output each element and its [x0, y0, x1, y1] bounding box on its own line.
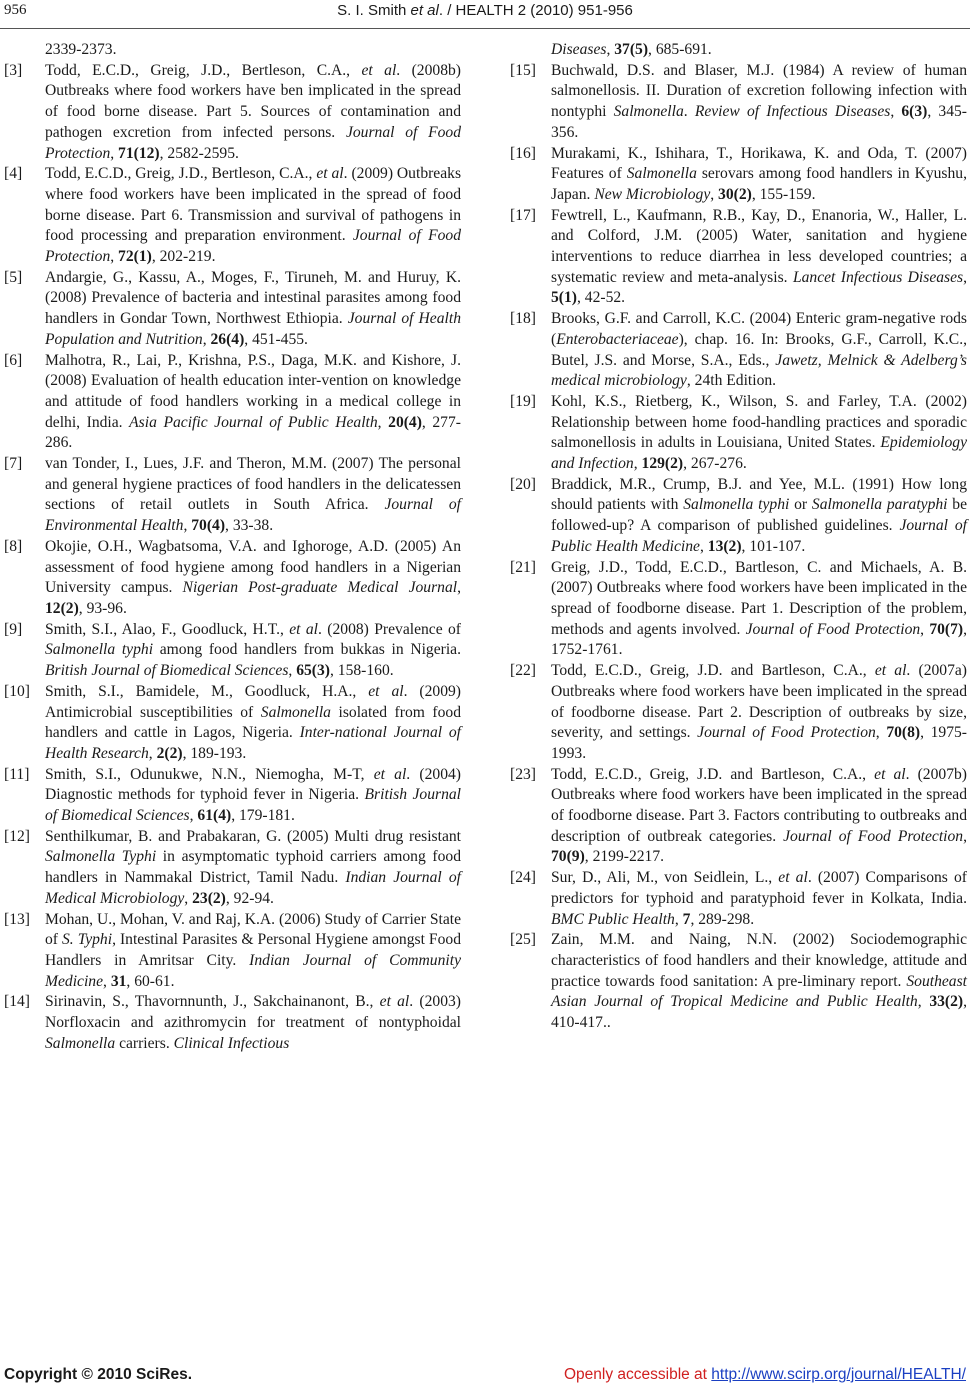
reference-text: . (2008) Prevalence of — [318, 620, 461, 638]
reference-text: among food handlers from bukkas in Nigeria. — [153, 641, 461, 659]
reference-entry — [4, 765, 461, 827]
reference-text: Smith, S.I., Alao, F., Goodluck, H.T., — [45, 620, 290, 638]
reference-text: be followed-up? A comparison of published guidelines. — [551, 496, 968, 535]
reference-volume: 30(2) — [718, 185, 752, 203]
journal-url-link[interactable]: http://www.scirp.org/journal/HEALTH/ — [711, 1366, 966, 1383]
reference-text: Kohl, K.S., Rietberg, K., Wilson, S. and Farley, T.A. (2002) Relationship between home food-handling practices and sporadic salmonellosis in adults in Louisiana, United States. — [551, 392, 967, 452]
reference-text: , 189-193. — [182, 744, 247, 762]
reference-text: 2339-2373. — [45, 41, 117, 58]
reference-volume: 129(2) — [641, 455, 684, 473]
reference-number: [6] — [4, 351, 23, 369]
reference-number: [25] — [510, 931, 536, 949]
reference-italic-text: et al — [373, 765, 407, 783]
reference-number: [4] — [4, 165, 23, 183]
running-head-journal: . / HEALTH 2 (2010) 951-956 — [438, 2, 633, 19]
reference-volume: 70(9) — [551, 848, 585, 866]
reference-italic-text: Enterobacteriaceae — [556, 330, 679, 348]
reference-number: [5] — [4, 268, 23, 286]
reference-number: [3] — [4, 61, 23, 79]
reference-italic-text: Journal of Public Health Medicine — [551, 517, 967, 555]
reference-volume: 23(2) — [192, 889, 226, 907]
page-header — [0, 0, 970, 30]
reference-text: , — [633, 455, 642, 473]
reference-italic-text: Salmonella — [45, 1034, 116, 1052]
reference-volume: 13(2) — [707, 537, 742, 555]
reference-number: [24] — [510, 869, 536, 887]
reference-volume: 26(4) — [210, 330, 245, 348]
reference-text: , — [920, 620, 930, 638]
reference-text: . (2007) Comparisons of predictors for typhoid and paratyphoid fever in Kolkata, India. — [551, 869, 967, 907]
reference-text: Mohan, U., Mohan, V. and Raj, K.A. (2006) Study of Carrier State of — [45, 910, 461, 949]
reference-text: Todd, E.C.D., Greig, J.D., Bertleson, C.A., — [45, 61, 362, 79]
reference-number: [12] — [4, 827, 30, 845]
reference-italic-text: et al — [361, 61, 397, 79]
reference-number: [17] — [510, 206, 536, 224]
reference-italic-text: BMC Public Health — [551, 910, 675, 928]
reference-text: , 42-52. — [576, 289, 626, 307]
reference-text: , 685-691. — [648, 41, 712, 58]
reference-italic-text: Salmonella — [626, 165, 697, 183]
reference-entry — [4, 992, 461, 1054]
open-access-notice — [564, 1366, 966, 1384]
reference-text: , — [189, 807, 198, 825]
reference-italic-text: et al — [379, 993, 410, 1011]
reference-number: [22] — [510, 662, 536, 680]
reference-italic-text: et al — [874, 765, 906, 783]
reference-entry — [4, 620, 461, 682]
reference-entry — [4, 268, 461, 351]
reference-text: , 451-455. — [244, 330, 308, 348]
reference-text: Fewtrell, L., Kaufmann, R.B., Kay, D., Enanoria, W., Haller, L. and Colford, J.M. (2005) Water, sanitation and hygiene interventions to reduce diarrhea in less developed countries; a systematic review and meta-analysis. — [551, 206, 967, 286]
reference-text: , — [457, 579, 461, 597]
reference-number: [9] — [4, 620, 23, 638]
reference-italic-text: Salmonella — [613, 103, 684, 121]
reference-text: , — [288, 662, 297, 680]
reference-volume: 61(4) — [197, 807, 232, 825]
reference-italic-text: Journal of Health Population and Nutrition — [45, 310, 461, 348]
reference-entry — [4, 910, 461, 993]
reference-entry — [4, 682, 461, 765]
reference-number: [11] — [4, 765, 30, 783]
reference-text: Brooks, G.F. and Carroll, K.C. (2004) Enteric gram-negative rods ( — [551, 310, 967, 348]
reference-volume: 2(2) — [156, 744, 183, 762]
reference-text: Todd, E.C.D., Greig, J.D., Bertleson, C.A., — [45, 165, 317, 183]
reference-entry — [510, 661, 967, 765]
reference-text: Smith, S.I., Bamidele, M., Goodluck, H.A., — [45, 682, 369, 700]
reference-italic-text: New Microbiology — [594, 185, 711, 203]
reference-text: , — [183, 517, 192, 535]
reference-text: , 155-159. — [751, 185, 816, 203]
reference-italic-text: British Journal of Biomedical Sciences — [45, 662, 289, 680]
reference-text: Sur, D., Ali, M., von Seidlein, L., — [551, 869, 779, 887]
reference-text: . (2007b) Outbreaks where food workers have been implicated in the spread of foodborne disease. Part 3. Factors contributing to outbreaks and description of outbreak categories. — [551, 765, 967, 845]
reference-entry — [510, 206, 967, 310]
reference-entry — [510, 558, 967, 662]
reference-continuation — [510, 40, 967, 61]
page-number: 956 — [4, 2, 27, 18]
reference-entry — [510, 309, 967, 392]
reference-text: , — [917, 993, 930, 1011]
reference-text: Okojie, O.H., Wagbatsoma, V.A. and Ighoroge, A.D. (2005) An assessment of food hygiene among food handlers in a Nigerian University campus. — [45, 537, 461, 597]
running-head-authors: S. I. Smith — [337, 2, 411, 19]
reference-text: isolated from food handlers and cattle in Lagos, Nigeria. — [45, 703, 461, 742]
reference-italic-text: Salmonella typhi — [683, 496, 790, 514]
reference-text: , 33-38. — [225, 517, 274, 535]
reference-text: Murakami, K., Ishihara, T., Horikawa, K. and Oda, T. (2007) Features of — [551, 144, 967, 183]
reference-text: or — [789, 496, 812, 514]
reference-italic-text: Asia Pacific Journal of Public Health — [129, 413, 378, 431]
reference-text: , 2582-2595. — [159, 144, 239, 162]
reference-text: Todd, E.C.D., Greig, J.D. and Bartleson, C.A., — [551, 662, 875, 680]
reference-number: [7] — [4, 455, 23, 473]
reference-entry — [510, 392, 967, 475]
reference-italic-text: Epidemiology and Infection — [551, 434, 967, 473]
running-head — [0, 2, 970, 19]
reference-italic-text: Salmonella paratyphi — [811, 496, 948, 514]
reference-text: . (2009) Outbreaks where food workers have been implicated in the spread of food borne disease. Part 6. Transmission and survival of pathogens in food processing and preparation environment. — [45, 165, 462, 245]
reference-text: Andargie, G., Kassu, A., Moges, F., Tiruneh, M. and Huruy, K. (2008) Prevalence of bacteria and intestinal parasites among food handlers in Gondar Town, Northwest Ethiopia. — [45, 268, 461, 328]
reference-number: [15] — [510, 61, 536, 79]
reference-text: , 267-276. — [683, 455, 747, 473]
reference-italic-text: Diseases — [551, 41, 607, 58]
reference-text: , — [110, 248, 119, 266]
reference-number: [18] — [510, 310, 536, 328]
reference-volume: 7 — [682, 910, 691, 928]
reference-number: [16] — [510, 144, 536, 162]
reference-number: [8] — [4, 537, 23, 555]
reference-italic-text: Salmonella — [260, 703, 331, 721]
reference-text: , — [202, 330, 211, 348]
page-footer — [0, 1366, 970, 1388]
reference-italic-text: Journal of Food Protection — [45, 227, 461, 266]
reference-volume: 72(1) — [118, 248, 152, 266]
reference-text: ), chap. 16. In: Brooks, G.F., Carroll, K.C., Butel, J.S. and Morse, S.A., Eds., — [551, 330, 967, 369]
reference-volume: 20(4) — [388, 413, 422, 431]
reference-entry — [4, 827, 461, 910]
reference-number: [14] — [4, 993, 30, 1011]
reference-text: , — [710, 185, 719, 203]
reference-volume: 6(3) — [901, 103, 928, 121]
reference-italic-text: S. Typhi — [62, 931, 113, 949]
reference-text: , 179-181. — [231, 807, 295, 825]
reference-italic-text: Indian Journal of Medical Microbiology — [45, 869, 461, 907]
reference-volume: 70(7) — [929, 620, 964, 638]
reference-italic-text: et al — [368, 682, 404, 700]
reference-number: [20] — [510, 475, 536, 493]
reference-number: [23] — [510, 765, 536, 783]
reference-italic-text: Inter-national Journal of Health Research — [45, 724, 461, 762]
reference-text: . — [683, 103, 695, 121]
reference-volume: 12(2) — [45, 599, 79, 617]
reference-text: , — [148, 744, 157, 762]
reference-italic-text: et al — [778, 869, 808, 887]
reference-entry — [4, 454, 461, 537]
reference-italic-text: Southeast Asian Journal of Tropical Medicine and Public Health — [551, 972, 967, 1011]
reference-text: van Tonder, I., Lues, J.F. and Theron, M.M. (2007) The personal and general hygiene practices of food handlers in the delicatessen sections of retail outlets in South Africa. — [45, 455, 461, 514]
running-head-et-al: et al — [410, 2, 439, 19]
reference-column-left — [4, 40, 461, 1054]
reference-entry — [510, 475, 967, 558]
reference-text: . (2009) Antimicrobial susceptibilities of — [45, 682, 461, 721]
reference-text: , — [606, 41, 615, 58]
reference-entry — [510, 144, 967, 206]
reference-text: Malhotra, R., Lai, P., Krishna, P.S., Daga, M.K. and Kishore, J. (2008) Evaluation of health education inter-vention on knowledge and attitude of food handlers working in a medical college in delhi, India. — [45, 351, 461, 431]
reference-number: [10] — [4, 682, 30, 700]
reference-volume: 31 — [110, 972, 127, 990]
reference-entry — [510, 930, 967, 1034]
reference-italic-text: Journal of Food Protection — [45, 123, 461, 162]
reference-text: . (2008b) Outbreaks where food workers have ben implicated in the spread of food borne disease. Part 5. Sources of contamination and pathogen excretion from infected persons. — [45, 61, 461, 141]
reference-italic-text: Journal of Food Protection — [697, 724, 876, 742]
reference-volume: 70(4) — [191, 517, 226, 535]
reference-text: Sirinavin, S., Thavornnunth, J., Sakchainanont, B., — [45, 993, 380, 1011]
reference-italic-text: Journal of Environmental Health — [45, 496, 461, 535]
reference-italic-text: Salmonella Typhi — [45, 848, 157, 866]
reference-italic-text: et al — [289, 620, 319, 638]
reference-text: , 60-61. — [126, 972, 175, 990]
reference-text: , — [699, 537, 708, 555]
reference-entry — [4, 537, 461, 620]
reference-text: . (2007a) Outbreaks where food workers have been implicated in the spread of foodborne disease. Part 2. Description of outbreaks by size, severity, and settings. — [551, 662, 967, 742]
reference-text: , — [103, 972, 111, 990]
reference-number: [21] — [510, 558, 536, 576]
reference-italic-text: et al — [874, 662, 907, 680]
reference-entry — [510, 61, 967, 144]
reference-italic-text: Lancet Infectious Diseases — [792, 268, 964, 286]
reference-text: , Intestinal Parasites & Personal Hygiene amongst Food Handlers in Amritsar City. — [45, 931, 461, 969]
reference-entry — [4, 351, 461, 455]
reference-italic-text: Journal of Food Protection — [745, 620, 921, 638]
reference-text: . (2003) Norfloxacin and azithromycin for treatment of nontyphoidal — [45, 993, 461, 1032]
reference-text: carriers. — [115, 1034, 174, 1052]
reference-text: , 92-94. — [225, 889, 274, 907]
reference-text: , 1752-1761. — [551, 620, 967, 659]
reference-text: , — [110, 144, 119, 162]
reference-text: , 158-160. — [329, 662, 394, 680]
reference-text: , 277-286. — [45, 413, 461, 452]
reference-text: Smith, S.I., Odunukwe, N.N., Niemogha, M-T, — [45, 765, 374, 783]
reference-text: , — [184, 889, 193, 907]
reference-text: , 1975-1993. — [551, 724, 967, 762]
reference-text: , 345-356. — [551, 103, 967, 141]
reference-text: serovars among food handlers in Kyushu, Japan. — [551, 165, 967, 203]
reference-number: [19] — [510, 392, 536, 410]
reference-text: , 2199-2217. — [584, 848, 665, 866]
reference-volume: 33(2) — [929, 993, 964, 1011]
reference-italic-text: Review of Infectious Diseases — [694, 103, 891, 121]
reference-text: Greig, J.D., Todd, E.C.D., Bartleson, C. and Michaels, A. B. (2007) Outbreaks where food workers have been implicated in the spread of foodborne disease. Part 1. Description of the problem, methods and agents involved. — [551, 558, 967, 638]
reference-volume: 71(12) — [118, 144, 160, 162]
reference-volume: 37(5) — [614, 41, 649, 58]
reference-text: , — [674, 910, 683, 928]
reference-volume: 5(1) — [551, 289, 577, 307]
reference-column-right — [510, 40, 967, 1034]
reference-italic-text: Jawetz, Melnick & Adelberg’s medical microbiology — [551, 351, 968, 390]
reference-text: Zain, M.M. and Naing, N.N. (2002) Sociodemographic characteristics of food handlers and their knowledge, attitude and practice towards food sanitation: A pre-liminary report. — [551, 931, 967, 990]
reference-entry — [4, 61, 461, 165]
reference-entry — [510, 868, 967, 930]
reference-text: , 101-107. — [741, 537, 806, 555]
reference-text: . (2004) Diagnostic methods for typhoid fever in Nigeria. — [45, 765, 461, 804]
reference-italic-text: British Journal of Biomedical Sciences — [45, 786, 461, 825]
reference-italic-text: Salmonella typhi — [45, 641, 154, 659]
reference-text: , 410-417.. — [551, 993, 967, 1032]
reference-italic-text: Nigerian Post-graduate Medical Journal — [182, 579, 458, 597]
reference-text: Senthilkumar, B. and Prabakaran, G. (2005) Multi drug resistant — [45, 827, 461, 845]
header-rule — [0, 28, 970, 29]
reference-text: , 289-298. — [690, 910, 755, 928]
reference-italic-text: et al — [316, 165, 344, 183]
reference-italic-text: Journal of Food Protection — [783, 827, 964, 845]
reference-text: , — [377, 413, 389, 431]
reference-volume: 65(3) — [296, 662, 330, 680]
reference-volume: 70(8) — [886, 724, 921, 742]
reference-continuation — [4, 40, 461, 61]
reference-text: Buchwald, D.S. and Blaser, M.J. (1984) A review of human salmonellosis. II. Duration of excretion following infection with nontyphi — [551, 61, 967, 121]
reference-text: , — [963, 827, 967, 845]
open-access-label: Openly accessible at — [563, 1366, 712, 1383]
reference-entry — [510, 765, 967, 869]
reference-text: , — [963, 268, 968, 286]
reference-italic-text: Indian Journal of Community Medicine — [45, 951, 461, 990]
reference-entry — [4, 164, 461, 268]
reference-text: Todd, E.C.D., Greig, J.D. and Bartleson, C.A., — [551, 765, 875, 783]
reference-text: , 93-96. — [78, 599, 127, 617]
reference-number: [13] — [4, 910, 30, 928]
reference-italic-text: Clinical Infectious — [173, 1034, 290, 1052]
reference-text: , 202-219. — [151, 248, 216, 266]
reference-text: Braddick, M.R., Crump, B.J. and Yee, M.L. (1991) How long should patients with — [551, 475, 967, 514]
reference-text: , 24th Edition. — [686, 372, 777, 390]
reference-text: , — [890, 103, 902, 121]
reference-text: in asymptomatic typhoid carriers among food handlers in Nammakal District, Tamil Nadu. — [45, 848, 461, 887]
copyright-notice: Copyright © 2010 SciRes. — [4, 1366, 193, 1383]
reference-text: , — [875, 724, 887, 742]
